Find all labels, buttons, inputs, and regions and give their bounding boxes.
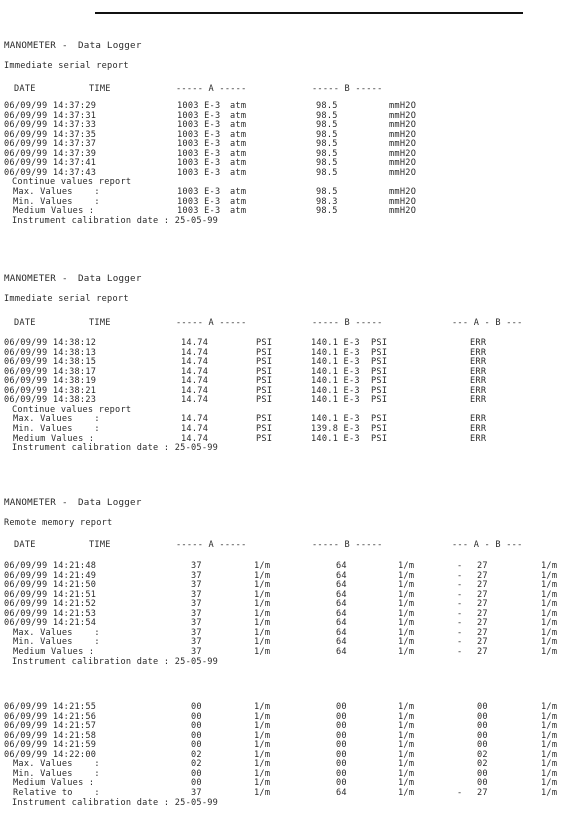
stat-value-ab: 00 [477, 768, 488, 779]
row-value-a: 14.74 [181, 357, 209, 368]
report-title-dash: - [62, 497, 68, 508]
row-value-ab: 00 [477, 702, 488, 712]
report-subtitle: Immediate serial report [4, 294, 129, 304]
row-value-au: atm [230, 101, 247, 111]
row-value-b: 64 [336, 618, 347, 629]
stat-value-bu: 1/m [398, 778, 415, 789]
row-datetime: 06/09/99 14:21:58 [4, 730, 97, 741]
stat-value-ab: ERR [470, 423, 487, 434]
stat-label: Max. Values : [13, 186, 100, 197]
row-value-bu: PSI [371, 395, 388, 406]
row-value-bu: PSI [371, 366, 388, 377]
row-value-b: 64 [336, 561, 347, 571]
row-datetime: 06/09/99 14:21:55 [4, 702, 97, 712]
stat-value-bu: 1/m [398, 627, 415, 638]
row-value-au: PSI [256, 385, 273, 396]
row-value-a: 14.74 [181, 376, 209, 387]
stat-label: Medium Values : [13, 206, 95, 217]
row-value-ab: 00 [477, 711, 488, 722]
stat-value-au: atm [230, 196, 247, 207]
report-title-logger: Data Logger [78, 273, 142, 284]
stat-value-a: 1003 E-3 [177, 196, 221, 207]
row-value-abu: 1/m [541, 561, 558, 571]
row-value-bu: 1/m [398, 589, 415, 600]
row-value-au: 1/m [254, 608, 271, 619]
report-title-dash: - [62, 273, 68, 284]
row-datetime: 06/09/99 14:38:21 [4, 385, 97, 396]
row-value-au: PSI [256, 338, 273, 348]
row-value-s: - [457, 580, 463, 591]
column-header-a-minus-b: --- A - B --- [452, 540, 523, 550]
row-value-bu: mmH2O [389, 110, 417, 121]
row-value-b: 98.5 [316, 158, 338, 169]
stat-value-au: 1/m [254, 778, 271, 789]
row-datetime: 06/09/99 14:37:31 [4, 110, 97, 121]
row-value-ab: ERR [470, 395, 487, 406]
row-value-abu: 1/m [541, 608, 558, 619]
stat-value-bu: PSI [371, 433, 388, 444]
stat-label: Medium Values : [13, 646, 95, 657]
row-value-b: 140.1 E-3 [311, 338, 360, 348]
row-datetime: 06/09/99 14:38:19 [4, 376, 97, 387]
column-header-b: ----- B ----- [312, 318, 383, 328]
column-header-date: DATE [14, 540, 36, 550]
row-value-s: - [457, 608, 463, 619]
row-datetime: 06/09/99 14:37:37 [4, 139, 97, 150]
stat-value-bu: 1/m [398, 637, 415, 648]
row-value-b: 64 [336, 570, 347, 581]
row-value-a: 00 [191, 730, 202, 741]
stat-label: Medium Values : [13, 778, 95, 789]
row-value-abu: 1/m [541, 711, 558, 722]
stat-value-abu: 1/m [541, 627, 558, 638]
report-title-app: MANOMETER [4, 497, 57, 508]
row-value-au: 1/m [254, 730, 271, 741]
row-value-au: atm [230, 158, 247, 169]
row-value-b: 98.5 [316, 101, 338, 111]
row-value-ab: ERR [470, 366, 487, 377]
stat-value-a: 1003 E-3 [177, 206, 221, 217]
row-value-abu: 1/m [541, 618, 558, 629]
row-value-b: 64 [336, 580, 347, 591]
row-value-bu: 1/m [398, 740, 415, 751]
row-value-bu: mmH2O [389, 101, 417, 111]
stat-value-au: atm [230, 206, 247, 217]
row-value-s: - [457, 618, 463, 629]
stat-value-b: 98.3 [316, 196, 338, 207]
row-value-bu: mmH2O [389, 139, 417, 150]
row-value-a: 1003 E-3 [177, 110, 221, 121]
stat-value-b: 00 [336, 778, 347, 789]
row-value-bu: mmH2O [389, 148, 417, 159]
row-value-ab: ERR [470, 338, 487, 348]
row-value-a: 14.74 [181, 347, 209, 358]
row-value-bu: 1/m [398, 721, 415, 732]
row-value-b: 00 [336, 740, 347, 751]
report-subtitle: Immediate serial report [4, 61, 129, 71]
stat-value-abu: 1/m [541, 637, 558, 648]
row-value-b: 64 [336, 599, 347, 610]
row-value-bu: 1/m [398, 749, 415, 760]
stat-value-a: 37 [191, 637, 202, 648]
report-title-logger: Data Logger [78, 497, 142, 508]
column-header-date: DATE [14, 318, 36, 328]
row-value-b: 140.1 E-3 [311, 395, 360, 406]
stat-value-au: 1/m [254, 759, 271, 770]
row-datetime: 06/09/99 14:21:56 [4, 711, 97, 722]
row-value-b: 140.1 E-3 [311, 376, 360, 387]
row-value-bu: PSI [371, 347, 388, 358]
stat-value-ab: ERR [470, 433, 487, 444]
stat-value-a: 00 [191, 768, 202, 779]
row-datetime: 06/09/99 14:21:52 [4, 599, 97, 610]
row-value-ab: ERR [470, 357, 487, 368]
stat-label: Min. Values : [13, 423, 100, 434]
column-header-b: ----- B ----- [312, 540, 383, 550]
stat-value-b: 140.1 E-3 [311, 414, 360, 425]
stat-value-ab: 27 [477, 646, 488, 657]
row-value-au: 1/m [254, 599, 271, 610]
row-datetime: 06/09/99 14:21:59 [4, 740, 97, 751]
row-value-au: atm [230, 120, 247, 131]
stat-value-b: 64 [336, 637, 347, 648]
row-value-a: 37 [191, 580, 202, 591]
stat-value-bu: 1/m [398, 768, 415, 779]
row-datetime: 06/09/99 14:38:15 [4, 357, 97, 368]
row-datetime: 06/09/99 14:38:17 [4, 366, 97, 377]
row-value-ab: 00 [477, 721, 488, 732]
column-header-a: ----- A ----- [176, 84, 247, 94]
column-header-time: TIME [89, 540, 111, 550]
row-value-b: 00 [336, 702, 347, 712]
stat-value-s: - [457, 646, 463, 657]
stat-value-au: 1/m [254, 768, 271, 779]
stat-value-b: 64 [336, 787, 347, 798]
stat-label: Min. Values : [13, 768, 100, 779]
report-subtitle: Remote memory report [4, 518, 113, 528]
report-title-dash: - [62, 40, 68, 51]
row-value-a: 37 [191, 618, 202, 629]
row-value-au: atm [230, 110, 247, 121]
row-value-s: - [457, 570, 463, 581]
row-value-abu: 1/m [541, 599, 558, 610]
row-datetime: 06/09/99 14:37:39 [4, 148, 97, 159]
stat-value-au: PSI [256, 423, 273, 434]
row-value-au: 1/m [254, 561, 271, 571]
stat-value-bu: 1/m [398, 787, 415, 798]
row-value-ab: 27 [477, 608, 488, 619]
stat-value-s: - [457, 627, 463, 638]
column-header-date: DATE [14, 84, 36, 94]
row-value-bu: mmH2O [389, 120, 417, 131]
row-value-ab: 00 [477, 730, 488, 741]
row-datetime: 06/09/99 14:21:48 [4, 561, 97, 571]
stat-value-abu: 1/m [541, 787, 558, 798]
stat-value-ab: 27 [477, 787, 488, 798]
row-datetime: 06/09/99 14:22:00 [4, 749, 97, 760]
stat-value-a: 37 [191, 646, 202, 657]
stat-value-a: 1003 E-3 [177, 186, 221, 197]
stat-value-au: 1/m [254, 637, 271, 648]
stat-value-ab: 00 [477, 778, 488, 789]
row-value-a: 14.74 [181, 338, 209, 348]
row-datetime: 06/09/99 14:38:23 [4, 395, 97, 406]
stat-value-bu: PSI [371, 414, 388, 425]
row-value-bu: 1/m [398, 599, 415, 610]
row-datetime: 06/09/99 14:37:35 [4, 129, 97, 140]
stat-value-abu: 1/m [541, 646, 558, 657]
row-value-bu: 1/m [398, 730, 415, 741]
row-value-ab: 27 [477, 618, 488, 629]
continue-values-label: Continue values report [12, 404, 132, 415]
row-value-bu: 1/m [398, 570, 415, 581]
row-value-abu: 1/m [541, 749, 558, 760]
row-value-b: 98.5 [316, 110, 338, 121]
row-value-au: 1/m [254, 580, 271, 591]
row-value-au: 1/m [254, 570, 271, 581]
row-value-au: 1/m [254, 702, 271, 712]
stat-value-ab: 27 [477, 627, 488, 638]
row-value-abu: 1/m [541, 580, 558, 591]
row-value-bu: 1/m [398, 608, 415, 619]
row-value-a: 00 [191, 740, 202, 751]
row-value-a: 00 [191, 702, 202, 712]
row-value-abu: 1/m [541, 702, 558, 712]
stat-value-ab: 27 [477, 637, 488, 648]
row-value-a: 1003 E-3 [177, 167, 221, 178]
row-value-a: 1003 E-3 [177, 139, 221, 150]
stat-label: Max. Values : [13, 627, 100, 638]
row-datetime: 06/09/99 14:21:50 [4, 580, 97, 591]
stat-value-b: 64 [336, 627, 347, 638]
stat-value-a: 37 [191, 787, 202, 798]
stat-value-a: 37 [191, 627, 202, 638]
stat-value-a: 14.74 [181, 433, 209, 444]
row-value-au: atm [230, 148, 247, 159]
stat-value-au: PSI [256, 414, 273, 425]
row-value-ab: 27 [477, 599, 488, 610]
row-value-a: 37 [191, 570, 202, 581]
row-value-b: 98.5 [316, 167, 338, 178]
stat-value-b: 140.1 E-3 [311, 433, 360, 444]
row-value-bu: PSI [371, 385, 388, 396]
stat-label: Max. Values : [13, 414, 100, 425]
stat-label: Min. Values : [13, 637, 100, 648]
row-value-b: 140.1 E-3 [311, 385, 360, 396]
row-value-au: PSI [256, 347, 273, 358]
stat-value-b: 00 [336, 759, 347, 770]
stat-value-abu: 1/m [541, 768, 558, 779]
row-value-s: - [457, 599, 463, 610]
row-value-a: 1003 E-3 [177, 158, 221, 169]
row-value-a: 37 [191, 608, 202, 619]
row-value-ab: ERR [470, 385, 487, 396]
row-value-au: 1/m [254, 749, 271, 760]
stat-value-bu: mmH2O [389, 206, 417, 217]
row-value-ab: 27 [477, 589, 488, 600]
row-value-au: atm [230, 129, 247, 140]
row-value-abu: 1/m [541, 570, 558, 581]
row-value-a: 14.74 [181, 395, 209, 406]
calibration-date: Instrument calibration date : 25-05-99 [12, 656, 219, 667]
row-value-au: 1/m [254, 721, 271, 732]
stat-value-a: 14.74 [181, 414, 209, 425]
stat-label: Relative to : [13, 787, 100, 798]
row-value-b: 98.5 [316, 120, 338, 131]
stat-value-b: 64 [336, 646, 347, 657]
stat-value-bu: 1/m [398, 646, 415, 657]
column-header-a: ----- A ----- [176, 540, 247, 550]
row-datetime: 06/09/99 14:21:54 [4, 618, 97, 629]
stat-value-s: - [457, 637, 463, 648]
calibration-date: Instrument calibration date : 25-05-99 [12, 443, 219, 454]
calibration-date: Instrument calibration date : 25-05-99 [12, 797, 219, 808]
stat-value-au: 1/m [254, 646, 271, 657]
row-value-bu: 1/m [398, 561, 415, 571]
report-title-app: MANOMETER [4, 273, 57, 284]
row-value-abu: 1/m [541, 721, 558, 732]
row-value-bu: 1/m [398, 618, 415, 629]
stat-value-b: 98.5 [316, 186, 338, 197]
row-value-au: 1/m [254, 618, 271, 629]
row-value-abu: 1/m [541, 589, 558, 600]
stat-value-bu: mmH2O [389, 196, 417, 207]
row-datetime: 06/09/99 14:21:57 [4, 721, 97, 732]
row-value-bu: PSI [371, 338, 388, 348]
row-value-au: atm [230, 167, 247, 178]
row-value-b: 64 [336, 608, 347, 619]
row-value-abu: 1/m [541, 740, 558, 751]
row-value-au: atm [230, 139, 247, 150]
column-header-time: TIME [89, 84, 111, 94]
row-value-a: 14.74 [181, 385, 209, 396]
column-header-a-minus-b: --- A - B --- [452, 318, 523, 328]
row-value-a: 14.74 [181, 366, 209, 377]
stat-label: Medium Values : [13, 433, 95, 444]
row-value-a: 00 [191, 711, 202, 722]
row-value-a: 1003 E-3 [177, 101, 221, 111]
row-datetime: 06/09/99 14:37:43 [4, 167, 97, 178]
stat-value-bu: PSI [371, 423, 388, 434]
stat-value-b: 00 [336, 768, 347, 779]
row-value-ab: ERR [470, 376, 487, 387]
row-value-bu: PSI [371, 376, 388, 387]
row-value-au: PSI [256, 357, 273, 368]
row-value-b: 00 [336, 711, 347, 722]
row-value-ab: 27 [477, 570, 488, 581]
column-header-a: ----- A ----- [176, 318, 247, 328]
stat-value-abu: 1/m [541, 778, 558, 789]
stat-value-au: atm [230, 186, 247, 197]
row-value-ab: ERR [470, 347, 487, 358]
row-value-b: 98.5 [316, 139, 338, 150]
stat-label: Min. Values : [13, 196, 100, 207]
continue-values-label: Continue values report [12, 177, 132, 188]
row-datetime: 06/09/99 14:21:49 [4, 570, 97, 581]
column-header-b: ----- B ----- [312, 84, 383, 94]
stat-value-au: 1/m [254, 787, 271, 798]
row-datetime: 06/09/99 14:37:33 [4, 120, 97, 131]
row-value-b: 98.5 [316, 129, 338, 140]
calibration-date: Instrument calibration date : 25-05-99 [12, 215, 219, 226]
stat-label: Max. Values : [13, 759, 100, 770]
row-value-bu: mmH2O [389, 129, 417, 140]
row-value-bu: mmH2O [389, 158, 417, 169]
stat-value-bu: mmH2O [389, 186, 417, 197]
row-value-a: 37 [191, 561, 202, 571]
row-value-ab: 27 [477, 580, 488, 591]
row-datetime: 06/09/99 14:21:53 [4, 608, 97, 619]
column-header-time: TIME [89, 318, 111, 328]
top-rule [95, 12, 523, 14]
row-value-au: PSI [256, 395, 273, 406]
stat-value-au: 1/m [254, 627, 271, 638]
row-value-ab: 27 [477, 561, 488, 571]
row-datetime: 06/09/99 14:37:29 [4, 101, 97, 111]
row-value-bu: 1/m [398, 580, 415, 591]
stat-value-ab: ERR [470, 414, 487, 425]
row-value-b: 140.1 E-3 [311, 347, 360, 358]
row-value-s: - [457, 561, 463, 571]
row-value-a: 1003 E-3 [177, 129, 221, 140]
row-value-b: 140.1 E-3 [311, 357, 360, 368]
row-value-abu: 1/m [541, 730, 558, 741]
stat-value-a: 14.74 [181, 423, 209, 434]
row-value-b: 00 [336, 721, 347, 732]
row-value-a: 00 [191, 721, 202, 732]
row-value-a: 37 [191, 589, 202, 600]
row-value-ab: 00 [477, 740, 488, 751]
row-value-bu: PSI [371, 357, 388, 368]
row-value-a: 02 [191, 749, 202, 760]
row-datetime: 06/09/99 14:37:41 [4, 158, 97, 169]
row-datetime: 06/09/99 14:21:51 [4, 589, 97, 600]
row-datetime: 06/09/99 14:38:13 [4, 347, 97, 358]
stat-value-s: - [457, 787, 463, 798]
row-datetime: 06/09/99 14:38:12 [4, 338, 97, 348]
row-value-a: 1003 E-3 [177, 148, 221, 159]
row-value-b: 98.5 [316, 148, 338, 159]
report-title-app: MANOMETER [4, 40, 57, 51]
row-value-bu: 1/m [398, 711, 415, 722]
row-value-b: 64 [336, 589, 347, 600]
stat-value-b: 98.5 [316, 206, 338, 217]
row-value-au: 1/m [254, 711, 271, 722]
row-value-a: 1003 E-3 [177, 120, 221, 131]
stat-value-abu: 1/m [541, 759, 558, 770]
row-value-a: 37 [191, 599, 202, 610]
row-value-b: 00 [336, 730, 347, 741]
row-value-au: 1/m [254, 740, 271, 751]
row-value-b: 140.1 E-3 [311, 366, 360, 377]
row-value-au: 1/m [254, 589, 271, 600]
row-value-au: PSI [256, 376, 273, 387]
stat-value-a: 00 [191, 778, 202, 789]
stat-value-au: PSI [256, 433, 273, 444]
row-value-bu: 1/m [398, 702, 415, 712]
row-value-s: - [457, 589, 463, 600]
stat-value-ab: 02 [477, 759, 488, 770]
row-value-b: 00 [336, 749, 347, 760]
row-value-bu: mmH2O [389, 167, 417, 178]
stat-value-b: 139.8 E-3 [311, 423, 360, 434]
stat-value-bu: 1/m [398, 759, 415, 770]
row-value-ab: 02 [477, 749, 488, 760]
row-value-au: PSI [256, 366, 273, 377]
report-title-logger: Data Logger [78, 40, 142, 51]
stat-value-a: 02 [191, 759, 202, 770]
